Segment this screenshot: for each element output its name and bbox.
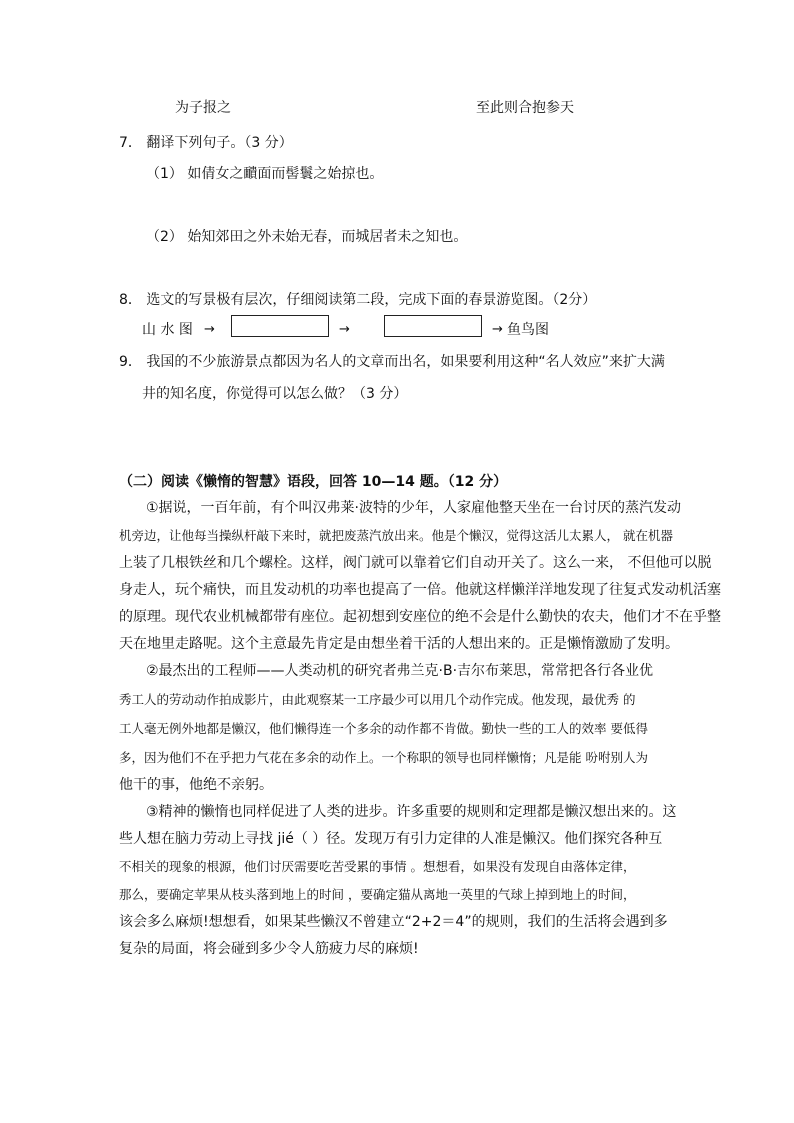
section-2-heading: （二）阅读《懒惰的智慧》语段，回答 10—14 题。（12 分） [119,474,508,490]
paragraph-1-line: 机旁边，让他每当操纵杆敲下来时，就把废蒸汽放出来。他是个懒汉，觉得这活儿太累人， 就在机器 [119,528,673,543]
paragraph-1-line: 身走人，玩个痛快，而且发动机的功率也提高了一倍。他就这样懒洋洋地发现了往复式发动机活塞 [119,582,721,598]
question-7-title: 7． 翻译下列句子。（3 分） [119,135,293,151]
paragraph-3-line: 复杂的局面，将会碰到多少令人筋疲力尽的麻烦! [119,941,419,957]
paragraph-2-line: 秀工人的劳动动作拍成影片，由此观察某一工序最少可以用几个动作完成。他发现，最优秀 的 [119,692,636,707]
paragraph-3-line: 不相关的现象的根源，他们讨厌需要吃苦受累的事情 。想想看，如果没有发现自由落体定律， [119,859,636,874]
question-8-title: 8． 选文的写景极有层次，仔细阅读第二段，完成下面的春景游览图。（2分） [119,292,597,308]
diagram-arrow-3: → [492,322,503,337]
answer-label-2: 至此则合抱参天 [476,100,574,116]
diagram-blank-box-2[interactable] [384,315,482,337]
diagram-arrow-2: → [339,322,350,337]
paragraph-1-line: 天在地里走路呢。这个主意最先肯定是由想坐着干活的人想出来的。正是懒惰激励了发明。 [119,636,679,652]
answer-label-1: 为子报之 [175,100,231,116]
paragraph-2-line: 多，因为他们不在乎把力气花在多余的动作上。一个称职的领导也同样懒惰；凡是能 吩咐别人为 [119,750,648,765]
question-9-line-1: 9． 我国的不少旅游景点都因为名人的文章而出名，如果要利用这种“名人效应”来扩大满 [119,354,665,370]
question-9-line-2: 井的知名度，你觉得可以怎么做？（3 分） [142,386,408,402]
paragraph-2-line: 他干的事，他绝不亲躬。 [119,777,273,793]
question-7-sentence-1: （1） 如倩女之靧面而髻鬟之始掠也。 [146,166,384,182]
diagram-blank-box-1[interactable] [231,315,329,337]
paragraph-3-line: ③精神的懒惰也同样促进了人类的进步。许多重要的规则和定理都是懒汉想出来的。这 [146,804,677,820]
diagram-end-label: 鱼鸟图 [507,322,549,338]
diagram-arrow-1: → [204,322,215,337]
paragraph-2-line: 工人毫无例外地都是懒汉，他们懒得连一个多余的动作都不肯做。勤快一些的工人的效率 要低得 [119,721,648,736]
paragraph-1-line: ①据说，一百年前，有个叫汉弗莱·波特的少年，人家雇他整天坐在一台讨厌的蒸汽发动 [146,500,681,516]
paragraph-1-line: 的原理。现代农业机械都带有座位。起初想到安座位的绝不会是什么勤快的农夫，他们才不在乎整 [119,609,721,625]
paragraph-3-line: 该会多么麻烦!想想看，如果某些懒汉不曾建立“2+2＝4”的规则，我们的生活将会遇到多 [119,914,668,930]
question-7-sentence-2: （2） 始知郊田之外未始无春，而城居者未之知也。 [146,229,468,245]
paragraph-3-line: 那么，要确定苹果从枝头落到地上的时间 ，要确定猫从离地一英里的气球上掉到地上的时间， [119,887,636,902]
paragraph-3-line: 些人想在脑力劳动上寻找 jié（ ）径。发现万有引力定律的人准是懒汉。他们探究各种互 [119,831,663,847]
paragraph-1-line: 上装了几根铁丝和几个螺栓。这样，阀门就可以靠着它们自动开关了。这么一来， 不但他可以脱 [119,555,712,571]
paragraph-2-line: ②最杰出的工程师——人类动机的研究者弗兰克·B·吉尔布莱思，常常把各行各业优 [146,663,654,679]
diagram-start-label: 山 水 图 [142,322,193,338]
